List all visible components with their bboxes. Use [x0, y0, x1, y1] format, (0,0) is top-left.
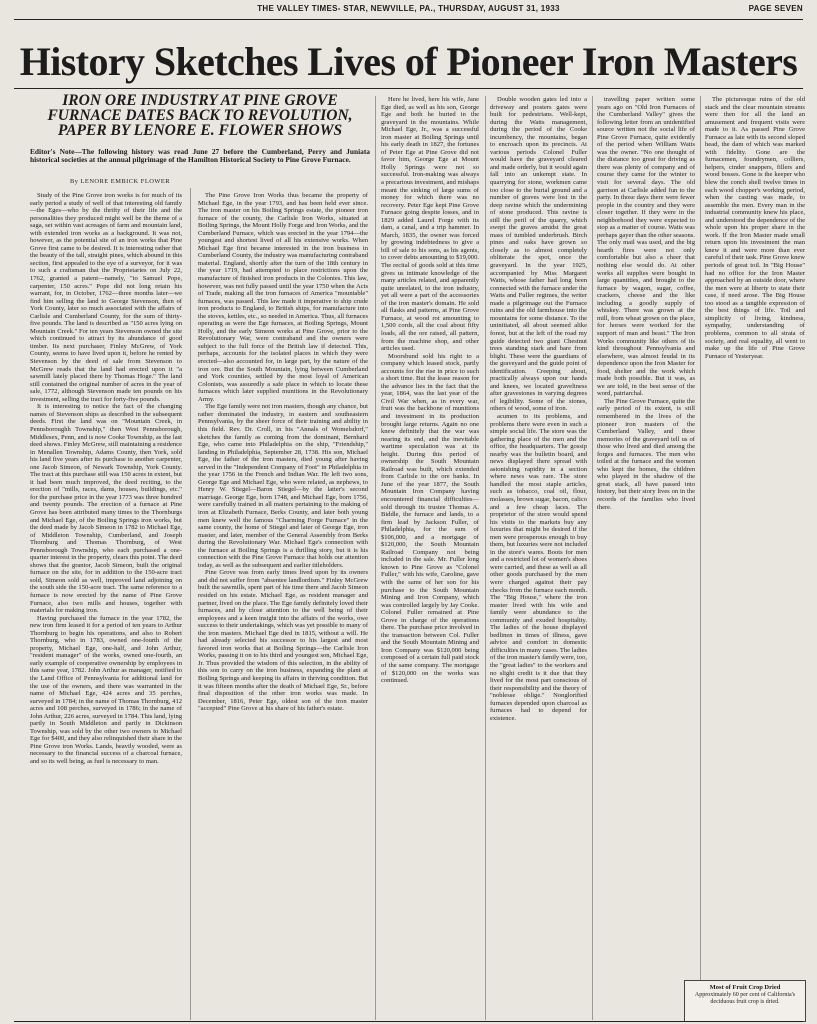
paragraph: Here he lived, here his wife, Jane Ege died, as well as his son, George Ege and both he buried in the graveyard in the mountains. While Michael Ege, Jr., was a successful iron master at Boiling Springs until his early death in 1827, the fortunes of Peter Ege at Pine Grove did not favor him, George Ege at Mount Holly Springs were not so successful. Iron-making was always a precarious investment, and mishaps meant the sinking of large sums of money for which there was no recovery. Peter Ege kept Pine Grove Furnace going despite losses, and in 1829 added Laurel Forge with its dam, a canal, and a trip hammer. In March, 1835, the owner was forced by growing indebtedness to give a bill of sale to his sons, as his agents, to cover debts amounting to $19,000. The recital of goods sold at this time gives us intimate knowledge of the many articles related, and apparently quite unrelated, to the iron industry, yet all were a part of the accessories of the iron master's domain. He sold all flasks and patterns, at Pine Grove Furnace, at wood rot amounting to 1,500 cords, all the coal about fifty loads, all the ore raised, all pattern, from the machine shop, and other articles used.: [381, 96, 479, 353]
fruit-crop-box: [684, 980, 806, 1022]
article-column-2: [198, 192, 368, 1020]
paragraph: Double wooden gates led into a driveway and posters gates were built for pedestrians. Well-kept, during the Watts management, during the period of the Cooke incumbency, the mountains, began to encroach upon its precincts. At various periods Colonel Fuller would have the graveyard cleared and made orderly, but it would again fall into an unkempt state. In quarrying for stone, workmen came too close to the burial ground and a number of graves were lost in the deep ravine which the undermining of stone produced. This ravine is still the peril of the quarry, which swept the graves amidst the great mass of tumbled underbrush. Birch pines and oaks have grown so closely as to almost completely obliterate the spot, once the graveyard. In the year 1925, accompanied by Miss Margaret Watts, whose father had long been connected with the furnace under the Watts and Fuller regimes, the writer made a pilgrimage out the Furnace ruins and the old farmhouse into the mountains for some distance. To the uninitiated, all about seemed alike forest, but at the left of the road my guide detected two giant Chestnut trees standing stark and bare from blight. These were the guardians of the graveyard and the guide point of identification. Creeping about, practically always upon our hands and knees, we located graveliness after gravestones in varying degrees of legibility. Some of the stones, others of wood, some of iron.: [490, 96, 587, 413]
paragraph: Pine Grove was from early times lived upon by its owners and did not suffer from "absentee landlordism." Finley McGrew built the sawmills, spent part of his time there and Jacob Simeon resided on his estate. Michael Ege, as resident manager and partner, lived on the place. The Ege family definitely loved their furnaces, and by close attention to the well being of their employees and a keen insight into the affairs of the works, owe success to their undertakings, which was yet possible to many of the iron masters. Michael Ege died in 1815, without a will. He had already selected his successor to his largest and most favored iron works that at Boiling Springs—the Carlisle Iron Works, passing it on to his third and youngest son, Michael Ege, Jr. Thus provided the wisdom of this selection, in the ability of this son to carry on the iron business, expanding the plant at Boiling Springs and keeping its affairs in thriving condition. But it was fifteen months after the death of Michael Ege, Sr., before final disposition of the other iron works was made. In December, 1816, Peter Ege, oldest son of the iron master "accepted" Pine Grove at his share of his father's estate.: [198, 569, 368, 713]
paragraph: travelling paper written some years ago on "Old Iron Furnaces of the Cumberland Valley" gives the following letter from an unidentified source written not the social life of Pine Grove Furnace, quite evidently of the period when William Watts was the owner. "No one thought of the distance too great for driving as there was plenty of company and of course they came for the winter to visit for several days. The old garrison at Carlisle added fun to the party. In those days there were fewer people in the country and they were closer together. If they were in the neighborhood they were expected to stop as a matter of course. Watts was perhaps gayer than the other seasons. The only mail was used, and the big hearth fires were not only comfortable but also a cheer that nothing else would do. At other works all supplies were bought in large quantities, and brought to the furnace by wagon, sugar, coffee, crackers, cheese and the like including a goodly supply of whiskey. There was grown at the mill, from wheat grown on the place, for horses were worked for the support of man and beast." The Iron Works community like others of its kind throughout Pennsylvania and elsewhere, was almost feudal in its dependence upon the Iron Master for food, shelter and the work which made both possible. But it was, as we are told, in the best sense of the word, patriarchal.: [597, 96, 695, 398]
paragraph: Moorsbund sold his right to a company which leased stock, partly accounts for the rise in price to such a short time. But the lease reason for the advance lies in the fact that the year, 1864, was the last year of the Civil War when, as in every war, fruit was the backbone of munitions and investment in its production brought large returns. Again no one knew definitely that the war was nearing its end, and the inevitable wartime speculation was at its height. During this period of ownership the South Mountain Railroad was built, which extended from Carlisle to the ore banks. In June of the year 1877, the South Mountain Iron Company having encountered financial difficulties—sold through its trustee Thomas A. Biddle, the furnace and lands, to a firm lead by Jackson Fuller, of Philadelphia, for the sum of $106,000, and a mortgage of $120,000, the South Mountain Railroad Company not being included in the sale. Mr. Fuller long known to Pine Grove as "Colonel Fuller," with his wife, Caroline, gave with the same of her son for his purchase to the South Mountain Mining and Iron Company, which was controlled largely by Jay Cooke. Colonel Fuller remained at Pine Grove in charge of the operations there. The purchase price involved in the transaction between Col. Fuller and the South Mountain Mining and Iron Company was $120,000 being composed of a certain full paid stock of the same company. The mortgage of $120,000 on the works was continued.: [381, 352, 479, 685]
paragraph: The picturesque ruins of the old stack and the clear mountain streams were then for all the land an amusement and frequent visits were made to it. As passed Pine Grove Furnace as late with its second sloped head, the dam of which was marked with fidelity. Gone are the furnacemen, foundrymen, colliers, helpers, cinder snappers, fillers and wood bosses. Gone is the keeper who blew the conch shell twelve times in each wood chopper's working period, when the casting was made, to assemble the men. Every man in the industrial community knew his place, and understood the dependence of the whole upon his proper share in the work. If the Iron Master made small return upon his investment the man knew it and were more than ever careful of their task. Pine Grove knew periods of great toil. In "Big House" had no office for the Iron Master approached by an outside door, where the men were at liberty to state their case, if need arose. The Big House too stood as a tangible expression of the best things of life. Toil and simplicity of living, kindness, sympathy, understanding of problems, common to all strata of society, and real equality, all went to make up the life of Pine Grove Furnace of Yesteryear.: [705, 96, 805, 360]
article-column-6: [705, 96, 805, 976]
masthead-center: THE VALLEY TIMES- STAR, NEWVILLE, PA., THURSDAY, AUGUST 31, 1933: [257, 4, 560, 13]
paragraph: The Ege family were not iron masters, though any chance, but rather dominated the industry, in eastern and southeastern Pennsylvania, by the sheer force of their training and ability in this field. Rev. Dr. Croll, in his "Annals of Womelsdorf," sketches the family as coming from the dominant, Bernhard Ege, who came into Philadelphia on the ship, "Friendship," landing in Philadelphia, September 28, 1738. His son, Michael Ege, the father of the iron masters, died young after having served in the "Independent Company of Foot" in Philadelphia in the year 1756 in the French and Indian War. He left two sons, George Ege and Michael Ege, who were related, as nephews, to Henry W. Stiegel—Baron Stiegel—by the latter's second marriage. George Ege, born 1748, and Michael Ege, born 1756, were carefully trained in all matters pertaining to the making of iron at Elizabeth Furnace, Berks County, and later both young men knew well the famous "Charming Forge Furnace" in the same county, the home of Stiegel and later of George Ege, iron master, and later, member of the General Assembly from Berks during the Revolutionary War. Michael Ege's connection with the furnace at Boiling Springs is a thrilling story, but it is his connection with the Pine Grove Furnace that holds our attention today, as well as the subsequent and earlier titleholders.: [198, 403, 368, 569]
paragraph: It is interesting to notice the fact of the changing names of Stevenson ships as described in the subsequent deeds. First the land was on "Mountain Creek, in Pennsboroughh Township," then West Pennsborough, Middlesex, Penn, and is now Cooke Township, as the last deed shows. Finley McGrew, still maintaining a residence in Menallen Township, Adams County, then York, sold his land five years after its purchase to another carpenter, one Jacob Simeon, of Newark Township, York County. The tract at this purchase still was 150 acres in extent, but it had been much improved, the deed reciting, to the erection of "mills, races, dams, houses, buildings, etc." for the purchase price in the year 1773 was three hundred and twenty pounds. The erection of a furnace at Pine Grove has been attributed many times to the Thornburgs and Michael Ege, of the Boiling Springs iron works, but the deed made by Jacob Simeon in 1782 to Michael Ege, of Middleton Township, Cumberland, and Joseph Thornburg and Thomas Thornburg, of West Pennsborough Township, who each purchased a one-quarter interest in the property, clears this point. The deed shows that the grantor, Jacob Simeon, built the original furnace on the site, for in addition to the 150-acre tract sold, Simeon sold as well, improved land adjoining on the south side the 150-acre tract. The same reference to a furnace is now erected by the name of Pine Grove Furnace, also two mills and houses, together with materials for making iron.: [30, 403, 182, 615]
fruit-box-body: Approximately 60 per cent of California's deciduous fruit crop is dried.: [694, 992, 796, 1005]
masthead-rule: [14, 19, 803, 20]
paragraph: The Pine Grove Iron Works thus became the property of Michael Ege, in the year 1793, and has been held ever since. The iron master on his Boiling Springs estate, the pioneer iron furnace of the county, the Carlisle Iron Works, situated at Boiling Springs, the Mount Holly Forge and Iron Works, and the Cumberland Furnace, which was erected in the year 1794—the youngest and shortest lived of all his extensive works. When Michael Ege first became interested in the iron business in Cumberland County, the industry was manufacturing contraband material. England, shortly after the turn of the 18th century in the year 1719, had attempted to place restrictions upon the manufacture of finished iron products in the Colonies. This law, however, was not fully passed until the year 1750 when the Acts of Trade, making all the iron furnaces of America "mountable" furnaces, was passed. This law made it imperative to ship crude iron products to England, to British ships, for manufacture into the stoves, kettles, etc., so needed in America. Thus, all furnaces operating as were the Ege furnaces, at Boiling Springs, Mount Holly, and the early Simeon works at Pine Grove, prior to the Revolutionary War, were contraband and the owners were subject to the full force of the British law if detected. This, perhaps, accounts for the isolated places in which they were erected—also accounted for, in large part, by the nature of the iron ore. But the South Mountain, lying between Cumberland and York counties, settled by the most loyal of American Colonists, was assuredly a safe place in which to locate these furnaces which later supplied munitions in the Revolutionary Army.: [198, 192, 368, 403]
article-column-4: [490, 96, 587, 1020]
masthead: [14, 4, 803, 18]
bottom-rule: [14, 1021, 803, 1022]
column-rule: [375, 96, 376, 1020]
fruit-box-title: Most of Fruit Crop Dried: [709, 984, 781, 991]
column-rule: [592, 96, 593, 1020]
column-rule: [190, 188, 191, 1020]
article-column-5: [597, 96, 695, 1020]
paragraph: acumen to its problems, and problems there were even in such a simple social life. The store was the gathering place of the men and the office, the headquarters. The gossip nearby was the bulletin board, and news displayed there spread with astonishing rapidity in a section where news was rare. The store handled the most staple articles, such as tobacco, coal oil, flour, molasses, brown sugar, bacon, calico and a few cheap laces. The proprietor of the store would spend his visits to the markets buy any luxuries that might be desired if the men were prosperous enough to buy them, but luxuries were not included in the store's wares. Boots for men and a restricted lot of women's shoes were carried, and these as well as all other goods purchased by the men were charged against their pay checks from the furnace each month. The "Big House," where the iron master lived with his wife and family were abundance to the community and exuded hospitality. The ladies of the house displayed bedlinen in times of illness, gave advice and comfort in domestic difficulties in many cases. The ladies of the iron master's family were, too, the "great ladies" to the workers and no slight credit is it due that they lived for the most part conscious of their responsibility and the theory of "noblesse oblige." Nonglorified furnaces depended upon charcoal as furnaces had to depend for existence.: [490, 412, 587, 722]
headline: History Sketches Lives of Pioneer Iron Masters: [19, 39, 798, 84]
editors-note: Editor's Note—The following history was read June 27 before the Cumberland, Perry and Juniata historical societies at the annual pilgrimage of the Hamilton Historical Society to Pine Grove Furnace.: [30, 147, 370, 165]
article-column-1: [30, 192, 182, 1020]
headline-rule: [14, 88, 803, 89]
paragraph: The Pine Grove Furnace, quite the early period of its extent, is still remembered in the lives of the pioneer iron masters of the Cumberland Valley, and these memories of the graveyard tell us of those who lived and died among the forges and furnaces. The men who toiled at the furnace and the women who kept the homes, the children who played in the shadow of the great stack, all have passed into history, but their story lives on in the records of the families who lived there.: [597, 397, 695, 511]
paragraph: Study of the Pine Grove iron works is for much of its early period a study of well of that interesting old family—the Eges—who by the thrifty of their life and the personalities they produced might well be the theme of a saga, set within vast acreages of farm and mountain land, with extended iron works as a background. It was not, however, as the potential site of an iron works that Pine Grove first came to be desired. It is interesting rather that the beauty of the tall, straight pines, which abound in this section, first appealed to the eye of a surveyor, for it was to such a craftsman that the Proprietaries on July 22, 1762, granted a patent—namely, "to Samuel Pope, carpenter, 150 acres." Pope did not long retain his warrant, for, in October, 1762—three months later—we find him selling the land to George Stevenson, then of York County, later so much associated with the affairs of Carlisle and Cumberland County, for the sum of thirty-five pounds. The land is described as "150 acres lying on Mountain Creek." For ten years Stevenson owned the site which continued to attract by its abundance of good timber. Its next purchaser, Finley McGrew, of York County, seems to have lived upon it, before he rented by Stevenson by the deed of sale from Stevenson to McGrew reads that the land had erected upon it "a sawmill lately placed there by Thomas Hoge." The land still contained the original number of acres in the year of sale, 1772, although Stevenson made ten pounds on his investment, selling the tract for forty-five pounds.: [30, 192, 182, 403]
column-rule: [485, 96, 486, 1020]
paragraph: Having purchased the furnace in the year 1782, the new iron firm leased it for a period of ten years to Arthur Thornburg to begin his operations, and also to Robert Thornburg, who in 1783, owned one-fourth of the property, Michael Ege, one-half, and John Arthur, "resident manager" of the works, owned one-fourth, an early example of cooperative ownership by employees in this same year, 1782. John Arthur as manager, notified to the Land Office of Pennsylvania for additional land for the use of the owners, and there was warranted in the name of Michael Ege, 424 acres and 35 perches, surveyed in 1784; in the name of Thomas Thornburg, 412 acres and 108 perches, surveyed in 1786; in the name of John Arthur, 226 acres, surveyed in 1784. This land, lying partly in South Middleton and partly in Dickinson Township, was sold by the other two owners to Michael Ege for $400, and they also relinquished their share in the Pine Grove iron Works. Lands, heavily wooded, were as necessary to the financial success of a charcoal furnace, and so its well being, as fuel is necessary to man.: [30, 614, 182, 766]
article-column-3: [381, 96, 479, 1020]
subhead: IRON ORE INDUSTRY AT PINE GROVE FURNACE DATES BACK TO REVOLUTION, PAPER BY LENORE E. FLOWER SHOWS: [47, 92, 353, 139]
column-rule: [700, 96, 701, 1020]
page-number: PAGE SEVEN: [748, 4, 803, 13]
byline: By LENORE EMBICK FLOWER: [69, 178, 171, 185]
